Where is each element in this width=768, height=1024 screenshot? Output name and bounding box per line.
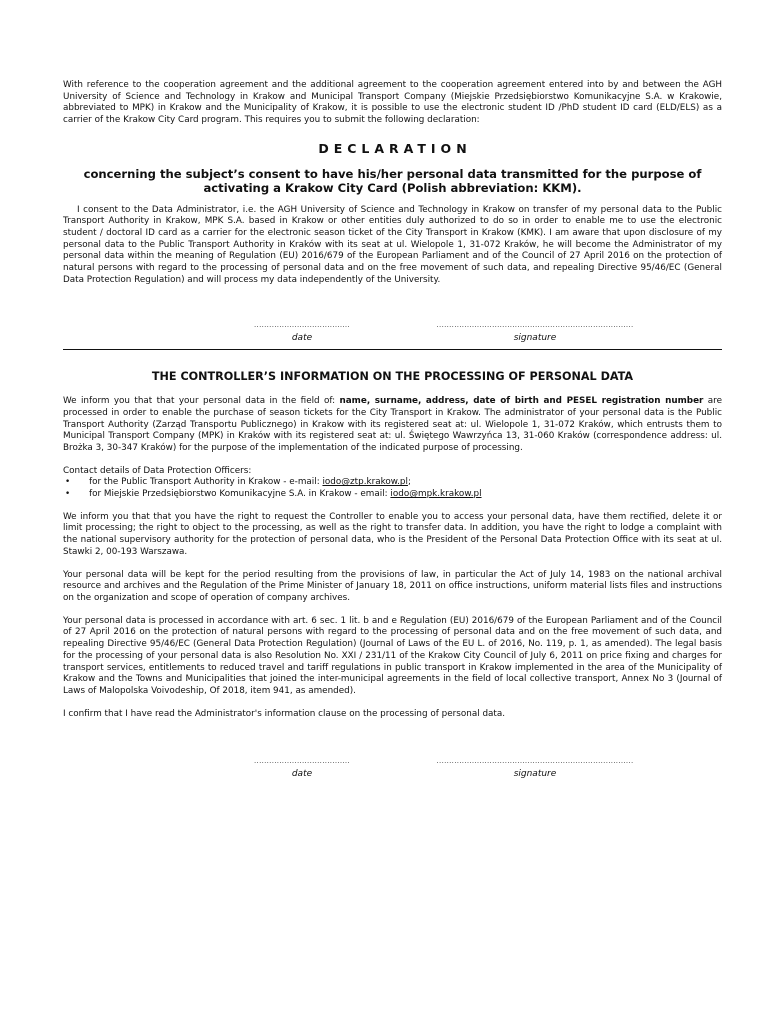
- officer-text: for the Public Transport Authority in Krakow - e-mail:: [89, 477, 323, 488]
- intro-text-before: We inform you that that your personal data in the field of:: [63, 396, 340, 407]
- signature-field[interactable]: [424, 321, 646, 344]
- bullet-icon: •: [65, 477, 71, 488]
- declaration-title: DECLARATION: [318, 140, 472, 156]
- date-dotted-line: ......................................: [254, 321, 350, 330]
- officer-text: for Miejskie Przedsiębiorstwo Komunikacyjne S.A. in Krakow - email:: [89, 489, 391, 500]
- intro-text-after: are processed in order to enable the purchase of season tickets for the City Transport in Krakow. The administrator of your personal data is the Public Transport Authority (Zarząd Transportu Publicznego) in Krakow with its registered seat at: ul. Wielopole 1, 31-072 Kraków, which entrusts them to Municipal Transport Company (MPK) in Kraków with its registered seat at: ul. Świętego Wawrzyńca 13, 31-060 Kraków (correspondence address: ul. Brożka 3, 30-347 Kraków) for the purpose of the implementation of the indicated purpose of processing.: [63, 396, 722, 453]
- confirmation-statement: I confirm that I have read the Administrator's information clause on the processing of personal data.: [63, 708, 506, 719]
- signature-label: signature: [513, 333, 557, 344]
- signature-field[interactable]: [424, 757, 646, 780]
- signature-row-2: [63, 757, 722, 783]
- bullet-icon: •: [65, 489, 71, 500]
- consent-paragraph: I consent to the Data Administrator, i.e. the AGH University of Science and Technology in Krakow on transfer of my personal data to the Public Transport Authority in Krakow, MPK S.A. based in Krakow or other entities duly authorized to do so in order to enable me to use the electronic student / doctoral ID card as a carrier for the electronic season ticket of the City Transport in Krakow (KMK). I am aware that upon disclosure of my personal data to the Public Transport Authority in Kraków with its seat at ul. Wielopole 1, 31-072 Kraków, he will become the Administrator of my personal data within the meaning of Regulation (EU) 2016/679 of the European Parliament and of the Council of 27 April 2016 on the protection of natural persons with regard to the processing of personal data and on the free movement of such data, and repealing Directive 95/46/EC (General Data Protection Regulation) and will process my data independently of the University.: [63, 204, 722, 285]
- retention-paragraph: Your personal data will be kept for the period resulting from the provisions of law, in particular the Act of July 14, 1983 on the national archival resource and archives and the Regulation of the Prime Minister of January 18, 2011 on office instructions, uniform material lists files and instructions on the organization and scope of operation of company archives.: [63, 569, 722, 603]
- date-field[interactable]: [248, 757, 356, 780]
- controller-info-intro: [63, 396, 722, 455]
- officer-suffix: ;: [407, 477, 411, 488]
- email-link[interactable]: iodo@ztp.krakow.pl: [322, 477, 408, 488]
- date-field[interactable]: [248, 321, 356, 344]
- document-page: [63, 80, 722, 783]
- date-label: date: [291, 769, 313, 780]
- list-item: [63, 477, 722, 489]
- signature-row-1: [63, 321, 722, 347]
- intro-paragraph: With reference to the cooperation agreement and the additional agreement to the cooperation agreement entered into by and between the AGH University of Science and Technology in Krakow and Municipal Transport Company (Miejskie Przedsiębiorstwo Komunikacyjne S.A. w Krakowie, abbreviated to MPK) in Krakow and the Municipality of Krakow, it is possible to use the electronic student ID /PhD student ID card (ELD/ELS) as a carrier of the Krakow City Card program. This requires you to submit the following declaration:: [63, 80, 722, 126]
- legal-basis-paragraph: Your personal data is processed in accordance with art. 6 sec. 1 lit. b and e Regulation (EU) 2016/679 of the European Parliament and of the Council of 27 April 2016 on the protection of natural persons with regard to the processing of personal data and on the free movement of such data, and repealing Directive 95/46/EC (General Data Protection Regulation) (Journal of Laws of the EU L. of 2016, No. 119, p. 1, as amended). The legal basis for the processing of your personal data is also Resolution No. XXI / 231/11 of the Krakow City Council of July 6, 2011 on price fixing and charges for transport services, entitlements to reduced travel and tariff regulations in public transport in Krakow implemented in the area of the Municipality of Krakow and the Towns and Municipalities that joined the inter-municipal agreements in the field of local collective transport, Annex No 3 (Journal of Laws of Malopolska Voivodeship, Of 2018, item 941, as amended).: [63, 615, 722, 696]
- signature-dotted-line: ..............................................................................: [436, 321, 634, 330]
- list-item: [63, 489, 722, 501]
- controller-info-title: THE CONTROLLER’S INFORMATION ON THE PROCESSING OF PERSONAL DATA: [151, 370, 634, 384]
- date-label: date: [291, 333, 313, 344]
- rights-paragraph: We inform you that that you have the right to request the Controller to enable you to access your personal data, have them rectified, delete it or limit processing; the right to object to the processing, as well as the right to transfer data. In addition, you have the right to lodge a complaint with the national supervisory authority for the protection of personal data, who is the President of the Personal Data Protection Office with its seat at ul. Stawki 2, 00-193 Warszawa.: [63, 511, 722, 557]
- contact-details-label: Contact details of Data Protection Officers:: [63, 465, 252, 476]
- signature-dotted-line: ..............................................................................: [436, 757, 634, 766]
- section-divider: [63, 349, 722, 350]
- signature-label: signature: [513, 769, 557, 780]
- email-link[interactable]: iodo@mpk.krakow.pl: [390, 489, 482, 500]
- officers-list: [63, 477, 722, 500]
- date-dotted-line: ......................................: [254, 757, 350, 766]
- declaration-subtitle: concerning the subject’s consent to have his/her personal data transmitted for the purpose of activating a Krakow City Card (Polish abbreviation: KKM).: [83, 166, 702, 195]
- intro-bold-fields: name, surname, address, date of birth and PESEL registration number: [339, 396, 704, 407]
